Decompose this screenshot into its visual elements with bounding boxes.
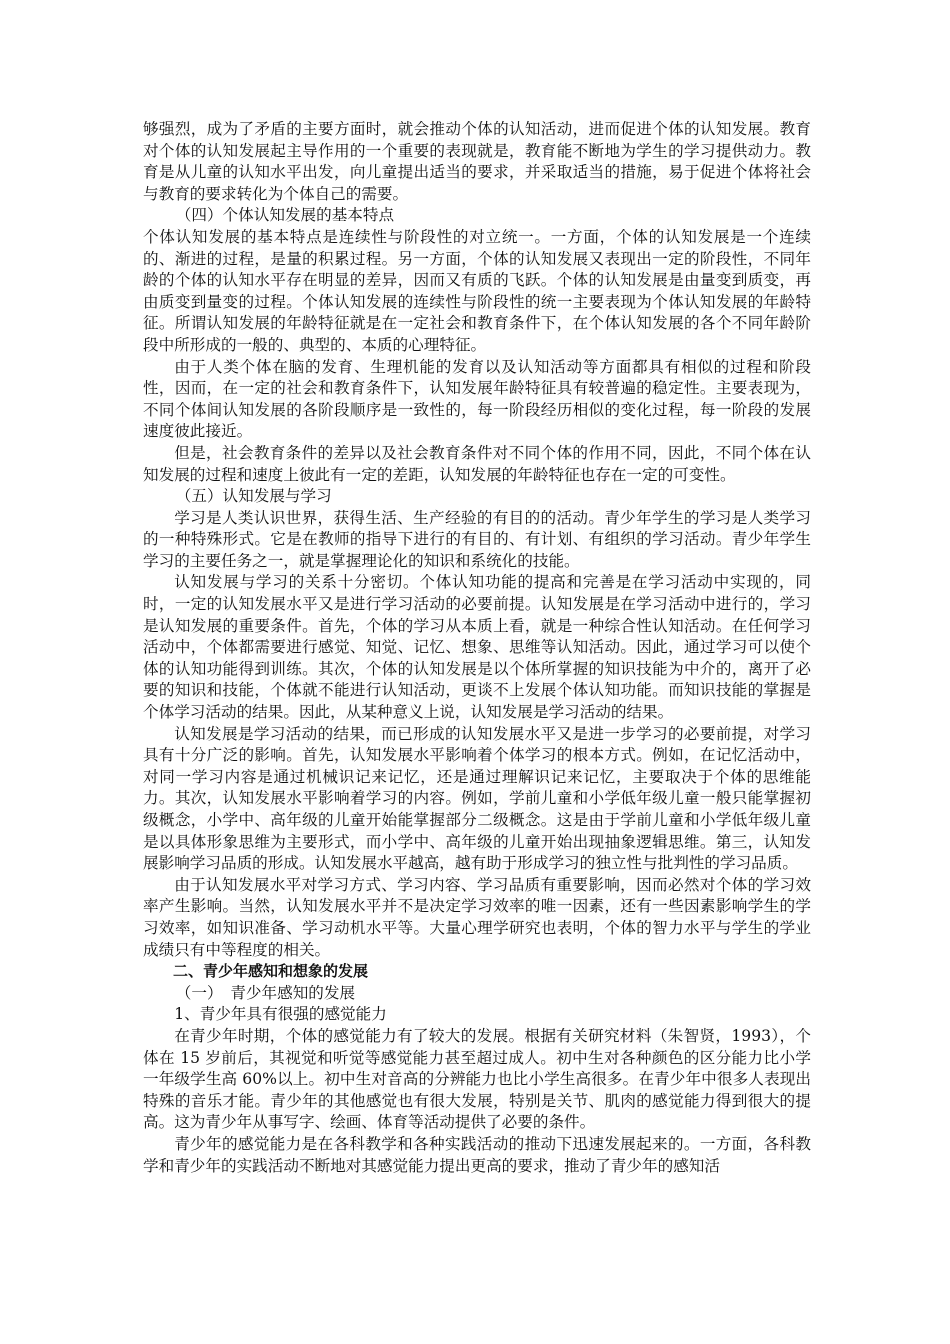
paragraph-teaching-promotes: 青少年的感觉能力是在各科教学和各种实践活动的推动下迅速发展起来的。一方面，各科教学和青少年的实践活动不断地对其感觉能力提出更高的要求，推动了青少年的感知活: [143, 1134, 811, 1175]
paragraph-prerequisite: 认知发展是学习活动的结果，而已形成的认知发展水平又是进一步学习的必要前提，对学习具有十分广泛的影响。首先，认知发展水平影响着个体学习的根本方式。例如，在记忆活动中，对同一学习内容是通过机械识记来记忆，还是通过理解识记来记忆，主要取决于个体的思维能力。其次，认知发展水平影响着学习的内容。例如，学前儿童和小学低年级儿童一般只能掌握初级概念，小学中、高年级的儿童开始能掌握部分二级概念。这是由于学前儿童和小学低年级儿童是以具体形象思维为主要形式，而小学中、高年级的儿童开始出现抽象逻辑思维。第三，认知发展影响学习品质的形成。认知发展水平越高，越有助于形成学习的独立性与批判性的学习品质。: [143, 724, 811, 873]
heading-four: （四）个体认知发展的基本特点: [175, 206, 395, 225]
subheading-perception: （一） 青少年感知的发展: [175, 983, 356, 1002]
paragraph-variability: 但是，社会教育条件的差异以及社会教育条件对不同个体的作用不同，因此，不同个体在认知发展的过程和速度上彼此有一定的差距，认知发展的年龄特征也存在一定的可变性。: [143, 443, 811, 484]
paragraph-stability: 由于人类个体在脑的发育、生理机能的发育以及认知活动等方面都具有相似的过程和阶段性，因而，在一定的社会和教育条件下，认知发展年龄特征具有较普遍的稳定性。主要表现为，不同个体间认知发展的各阶段顺序是一致性的，每一阶段经历相似的变化过程，每一阶段的发展速度彼此接近。: [143, 357, 811, 441]
paragraph-education-drives-cognition: 够强烈，成为了矛盾的主要方面时，就会推动个体的认知活动，进而促进个体的认知发展。教育对个体的认知发展起主导作用的一个重要的表现就是，教育能不断地为学生的学习提供动力。教育是从儿童的认知水平出发，向儿童提出适当的要求，并采取适当的措施，易于促进个体将社会与教育的要求转化为个体自己的需要。: [143, 120, 811, 203]
paragraph-basic-features: 个体认知发展的基本特点是连续性与阶段性的对立统一。一方面，个体的认知发展是一个连续的、渐进的过程，是量的积累过程。另一方面，个体的认知发展又表现出一定的阶段性，不同年龄的个体的认知水平存在明显的差异，因而又有质的飞跃。个体的认知发展是由量变到质变，再由质变到量变的过程。个体认知发展的连续性与阶段性的统一主要表现为个体认知发展的年龄特征。所谓认知发展的年龄特征就是在一定社会和教育条件下，在个体认知发展的各个不同年龄阶段中所形成的一般的、典型的、本质的心理特征。: [143, 227, 811, 354]
paragraph-relationship: 认知发展与学习的关系十分密切。个体认知功能的提高和完善是在学习活动中实现的，同时，一定的认知发展水平又是进行学习活动的必要前提。认知发展是在学习活动中进行的，学习是认知发展的重要条件。首先，个体的学习从本质上看，就是一种综合性认知活动。在任何学习活动中，个体都需要进行感觉、知觉、记忆、想象、思维等认知活动。因此，通过学习可以使个体的认知功能得到训练。其次，个体的认知发展是以个体所掌握的知识技能为中介的，离开了必要的知识和技能，个体就不能进行认知活动，更谈不上发展个体认知功能。而知识技能的掌握是个体学习活动的结果。因此，从某种意义上说，认知发展是学习活动的结果。: [143, 573, 811, 722]
heading-five: （五）认知发展与学习: [175, 487, 332, 506]
paragraph-learning-definition: 学习是人类认识世界，获得生活、生产经验的有目的的活动。青少年学生的学习是人类学习的一种特殊形式。它是在教师的指导下进行的有目的、有计划、有组织的学习活动。青少年学生学习的主要任务之一，就是掌握理论化的知识和系统化的技能。: [143, 508, 811, 570]
document-page: [143, 119, 811, 1177]
section-heading-perception: 二、青少年感知和想象的发展: [173, 962, 369, 981]
paragraph-efficiency: 由于认知发展水平对学习方式、学习内容、学习品质有重要影响，因而必然对个体的学习效率产生影响。当然，认知发展水平并不是决定学习效率的唯一因素，还有一些因素影响学生的学习效率，如知识准备、学习动机水平等。大量心理学研究也表明，个体的智力水平与学生的学业成绩只有中等程度的相关。: [143, 875, 811, 959]
paragraph-sensory-development: 在青少年时期，个体的感觉能力有了较大的发展。根据有关研究材料（朱智贤，1993），个体在 15 岁前后，其视觉和听觉等感觉能力甚至超过成人。初中生对各种颜色的区分能力比小学一年级学生高 60%以上。初中生对音高的分辨能力也比小学生高很多。在青少年中很多人表现出特殊的音乐才能。青少年的其他感觉也有很大发展，特别是关节、肌肉的感觉能力得到很大的提高。这为青少年从事写字、绘画、体育等活动提供了必要的条件。: [143, 1026, 811, 1132]
subheading-sensory-ability: 1、青少年具有很强的感觉能力: [174, 1005, 387, 1024]
